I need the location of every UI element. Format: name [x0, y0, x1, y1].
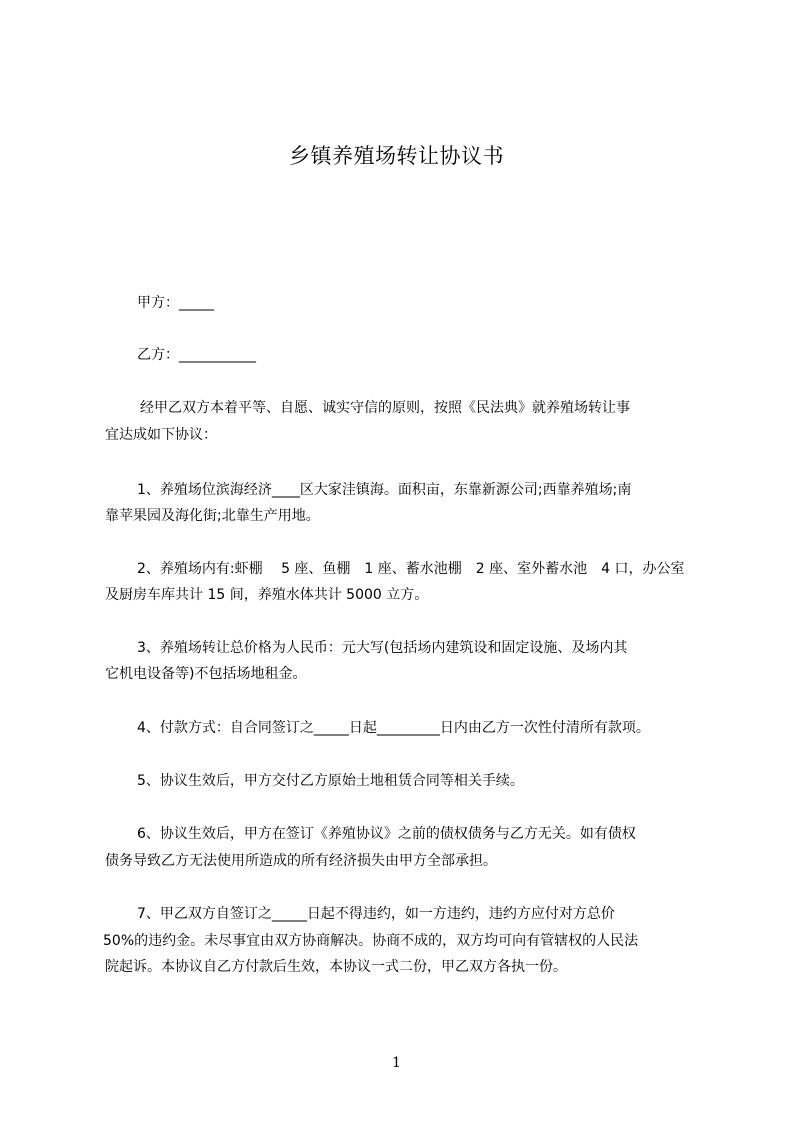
clause-4-line-1: 4、付款方式：自合同签订之_____日起_________日内由乙方一次性付清所有款项。	[137, 720, 650, 736]
clause-6-line-2: 债务导致乙方无法使用所造成的所有经济损失由甲方全部承担。	[105, 853, 497, 869]
clause-7-line-1: 7、甲乙双方自签订之_____日起不得违约，如一方违约，违约方应付对方总价	[137, 906, 615, 922]
clause-6-line-1: 6、协议生效后，甲方在签订《养殖协议》之前的债权债务与乙方无关。如有债权	[137, 826, 636, 842]
intro-line-1: 经甲乙双方本着平等、自愿、诚实守信的原则，按照《民法典》就养殖场转让事	[140, 400, 630, 416]
page-number: 1	[392, 1055, 401, 1071]
document-title: 乡镇养殖场转让协议书	[289, 144, 504, 168]
clause-2-line-1: 2、养殖场内有:虾棚 5 座、鱼棚 1 座、蓄水池棚 2 座、室外蓄水池 4 口，办公室	[137, 561, 685, 577]
clause-7-line-3: 院起诉。本协议自乙方付款后生效，本协议一式二份，甲乙双方各执一份。	[105, 959, 567, 975]
party-b-line: 乙方：___________	[137, 347, 256, 363]
clause-7-line-2: 50%的违约金。未尽事宜由双方协商解决。协商不成的，双方均可向有管辖权的人民法	[103, 933, 639, 949]
party-a-line: 甲方：_____	[137, 295, 214, 311]
clause-1-line-1: 1、养殖场位滨海经济____区大家洼镇海。面积亩，东靠新源公司;西靠养殖场;南	[137, 482, 632, 498]
intro-line-2: 宜达成如下协议：	[105, 427, 217, 443]
clause-1-line-2: 靠苹果园及海化街;北靠生产用地。	[105, 508, 320, 524]
clause-2-line-2: 及厨房车库共计 15 间，养殖水体共计 5000 立方。	[105, 587, 429, 603]
clause-3-line-2: 它机电设备等)不包括场地租金。	[105, 666, 307, 682]
clause-3-line-1: 3、养殖场转让总价格为人民币：元大写(包括场内建筑设和固定设施、及场内其	[137, 640, 628, 656]
clause-5-line-1: 5、协议生效后，甲方交付乙方原始土地租赁合同等相关手续。	[137, 773, 524, 789]
